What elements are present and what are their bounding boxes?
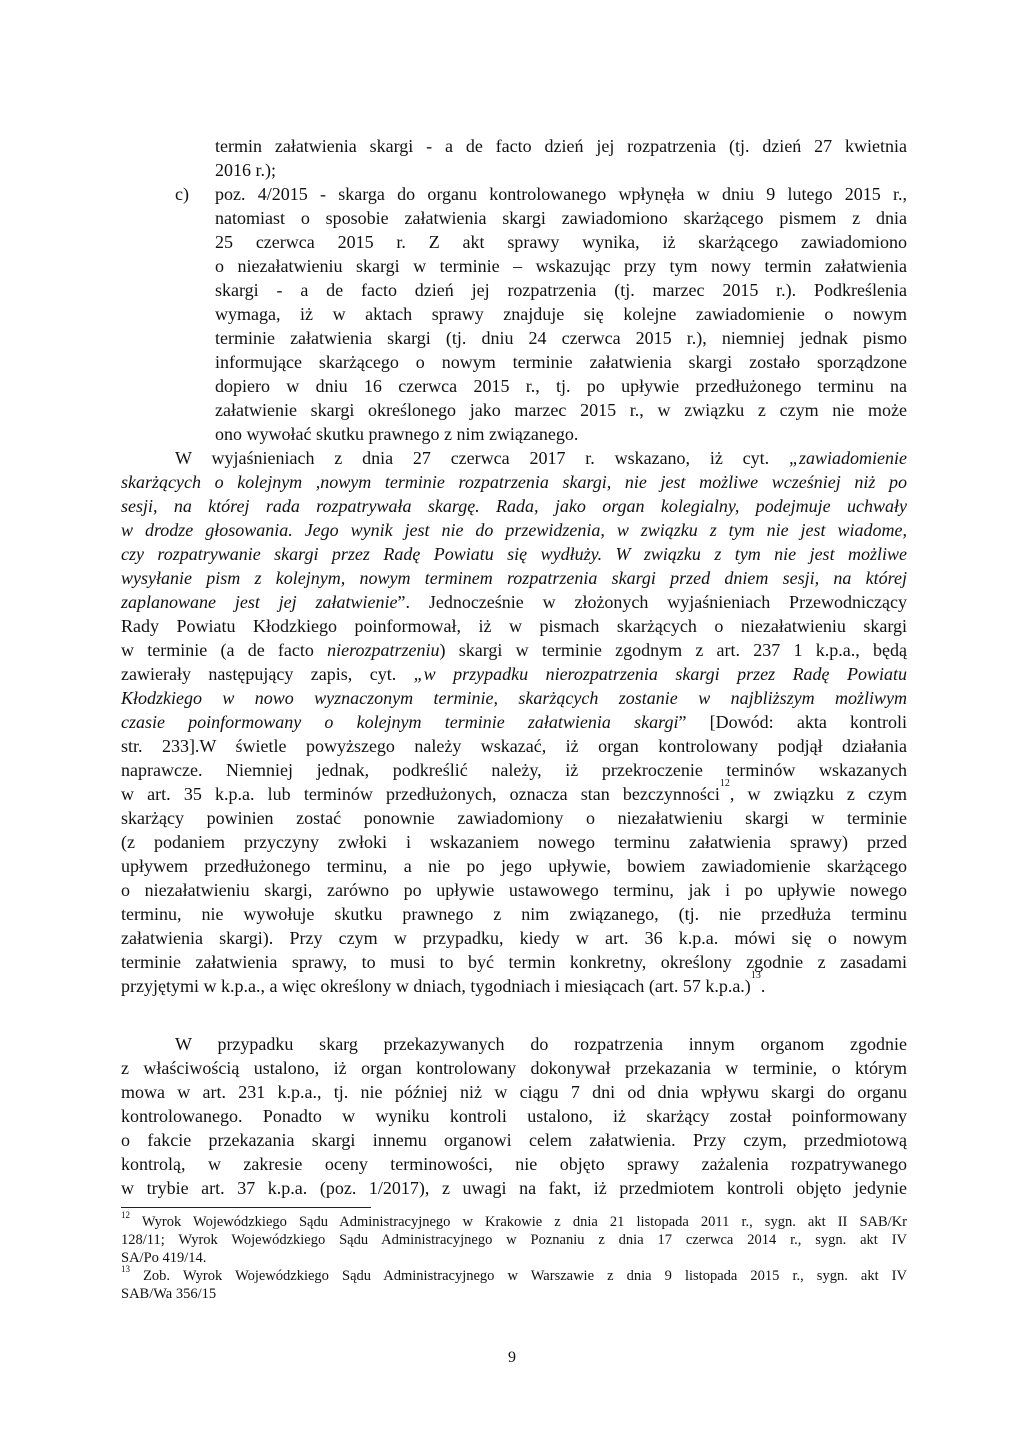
text-run: W wyjaśnieniach z dnia 27 czerwca 2017 r. wskazano, iż cyt.	[175, 448, 789, 468]
paragraph-line	[121, 662, 907, 686]
text-run: ” [Dowód: akta kontroli	[678, 712, 907, 732]
list-c-line: terminie załatwienia skargi (tj. dniu 24 czerwca 2015 r.), niemniej jednak pismo	[215, 328, 907, 348]
paragraph-line: str. 233].W świetle powyższego należy wskazać, iż organ kontrolowany podjął działania	[121, 736, 907, 756]
quote-run: czasie poinformowany o kolejnym terminie załatwienia skargi	[121, 712, 679, 732]
list-c-line: dopiero w dniu 16 czerwca 2015 r., tj. po upływie przedłużonego terminu na	[215, 376, 907, 396]
paragraph-line	[175, 446, 907, 470]
text-run: Zob. Wyrok Wojewódzkiego Sądu Administracyjnego w Warszawie z dnia 9 listopada 2015 r., sygn. akt IV	[130, 1268, 907, 1284]
footnote-line	[121, 1264, 907, 1285]
list-c-line: skargi - a de facto dzień jej rozpatrzenia (tj. marzec 2015 r.). Podkreślenia	[215, 280, 907, 300]
quote-run: zaplanowane jest jej załatwienie	[121, 592, 398, 612]
page-number: 9	[508, 1349, 516, 1366]
paragraph-line	[121, 494, 907, 518]
quote-run: czy rozpatrywanie skargi przez Radę Powiatu się wydłuży. W związku z tym nie jest możliwe	[121, 544, 907, 564]
paragraph-line	[121, 710, 907, 734]
text-run: , w związku z czym	[729, 784, 908, 804]
paragraph-line: w trybie art. 37 k.p.a. (poz. 1/2017), z uwagi na fakt, iż przedmiotem kontroli objęto jedynie	[121, 1178, 907, 1198]
paragraph-line: załatwienia skargi). Przy czym w przypadku, kiedy w art. 36 k.p.a. mówi się o nowym	[121, 928, 907, 948]
list-b-line: termin załatwienia skargi - a de facto dzień jej rozpatrzenia (tj. dzień 27 kwietnia	[215, 136, 907, 156]
quote-run: „zawiadomienie	[788, 448, 907, 468]
text-run: ) skargi w terminie zgodnym z art. 237 1 k.p.a., będą	[439, 640, 907, 660]
paragraph-line	[121, 542, 907, 566]
quote-run: w drodze głosowania. Jego wynik jest nie do przewidzenia, w związku z tym nie jest wiadome,	[121, 520, 907, 540]
list-c-line: wymaga, iż w aktach sprawy znajduje się kolejne zawiadomienie o nowym	[215, 304, 907, 324]
footnote-number: 13	[121, 1264, 130, 1274]
italic-run: nierozpatrzeniu	[327, 640, 440, 660]
list-c-line: informujące skarżącego o nowym terminie załatwienia skargi zostało sporządzone	[215, 352, 907, 372]
list-c-marker: c)	[175, 184, 189, 204]
quote-run: wysyłanie pism z kolejnym, nowym terminem rozpatrzenia skargi przed dniem sesji, na której	[121, 568, 907, 588]
paragraph-line: kontrolą, w zakresie oceny terminowości, nie objęto sprawy zażalenia rozpatrywanego	[121, 1154, 907, 1174]
text-run: ”. Jednocześnie w złożonych wyjaśnieniach Przewodniczący	[397, 592, 907, 612]
paragraph-line	[121, 778, 908, 806]
list-c-line: o niezałatwieniu skargi w terminie – wskazując przy tym nowy termin załatwienia	[215, 256, 907, 276]
text-run: zawierały następujący zapis, cyt.	[121, 664, 414, 684]
text-run: w terminie (a de facto	[121, 640, 328, 660]
list-c-line: natomiast o sposobie załatwienia skargi zawiadomiono skarżącego pismem z dnia	[215, 208, 907, 228]
paragraph-line: z właściwością ustalono, iż organ kontrolowany dokonywał przekazania w terminie, o którym	[121, 1058, 907, 1078]
quote-run: sesji, na której rada rozpatrywała skargę. Rada, jako organ kolegialny, podejmuje uchwały	[121, 496, 907, 516]
footnote-separator	[121, 1207, 371, 1208]
list-c-line: 25 czerwca 2015 r. Z akt sprawy wynika, iż skarżącego zawiadomiono	[215, 232, 907, 252]
paragraph-line: o niezałatwieniu skargi, zarówno po upływie ustawowego terminu, jak i po upływie nowego	[121, 880, 907, 900]
text-run: Wyrok Wojewódzkiego Sądu Administracyjnego w Krakowie z dnia 21 listopada 2011 r., sygn. akt II SAB/Kr	[130, 1214, 907, 1230]
paragraph-line: (z podaniem przyczyny zwłoki i wskazaniem nowego terminu załatwienia sprawy) przed	[121, 832, 907, 852]
text-run: w art. 35 k.p.a. lub terminów przedłużonych, oznacza stan bezczynności	[121, 784, 720, 804]
footnote-line: SAB/Wa 356/15	[121, 1286, 217, 1302]
paragraph-line	[121, 518, 907, 542]
paragraph-line: W przypadku skarg przekazywanych do rozpatrzenia innym organom zgodnie	[175, 1034, 907, 1054]
list-c-line: załatwienie skargi określonego jako marzec 2015 r., w związku z czym nie może	[215, 400, 907, 420]
list-b-line: 2016 r.);	[215, 160, 276, 180]
paragraph-line: naprawcze. Niemniej jednak, podkreślić należy, iż przekroczenie terminów wskazanych	[121, 760, 907, 780]
paragraph-line: upływem przedłużonego terminu, a nie po jego upływie, bowiem zawiadomienie skarżącego	[121, 856, 907, 876]
paragraph-line: Rady Powiatu Kłodzkiego poinformował, iż w pismach skarżących o niezałatwieniu skargi	[121, 616, 907, 636]
paragraph-line: kontrolowanego. Ponadto w wyniku kontroli ustalono, iż skarżący został poinformowany	[121, 1106, 907, 1126]
list-c-line: poz. 4/2015 - skarga do organu kontrolowanego wpłynęła w dniu 9 lutego 2015 r.,	[215, 184, 907, 204]
paragraph-line: terminie załatwienia sprawy, to musi to być termin konkretny, określony zgodnie z zasadami	[121, 952, 907, 972]
paragraph-line: skarżący powinien zostać ponownie zawiadomiony o niezałatwieniu skargi w terminie	[121, 808, 907, 828]
paragraph-line: mowa w art. 231 k.p.a., tj. nie później niż w ciągu 7 dni od dnia wpływu skargi do organu	[121, 1082, 907, 1102]
footnote-line	[121, 1210, 907, 1231]
paragraph-line	[121, 470, 907, 494]
quote-run: Kłodzkiego w nowo wyznaczonym terminie, skarżących zostanie w najbliższym możliwym	[121, 688, 907, 708]
footnote-ref[interactable]: 12	[719, 778, 730, 789]
paragraph-line	[121, 566, 907, 590]
paragraph-line	[121, 686, 907, 710]
paragraph-line	[121, 970, 907, 998]
footnote-ref[interactable]: 13	[750, 970, 761, 981]
quote-run: skarżących o kolejnym ,nowym terminie rozpatrzenia skargi, nie jest możliwe wcześniej niż po	[121, 472, 907, 492]
paragraph-line	[121, 638, 907, 662]
paragraph-line: terminu, nie wywołuje skutku prawnego z nim związanego, (tj. nie przedłuża terminu	[121, 904, 907, 924]
list-c-line: ono wywołać skutku prawnego z nim związanego.	[215, 424, 579, 444]
footnote-line: SA/Po 419/14.	[121, 1250, 207, 1266]
footnote-number: 12	[121, 1210, 130, 1220]
text-run: przyjętymi w k.p.a., a więc określony w dniach, tygodniach i miesiącach (art. 57 k.p.a.)	[121, 976, 751, 996]
text-run: .	[760, 976, 766, 996]
paragraph-line: o fakcie przekazania skargi innemu organowi celem załatwienia. Przy czym, przedmiotową	[121, 1130, 907, 1150]
footnote-line: 128/11; Wyrok Wojewódzkiego Sądu Administracyjnego w Poznaniu z dnia 17 czerwca 2014 r., sygn. akt IV	[121, 1232, 907, 1248]
quote-run: „w przypadku nierozpatrzenia skargi przez Radę Powiatu	[413, 664, 907, 684]
paragraph-line	[121, 590, 907, 614]
